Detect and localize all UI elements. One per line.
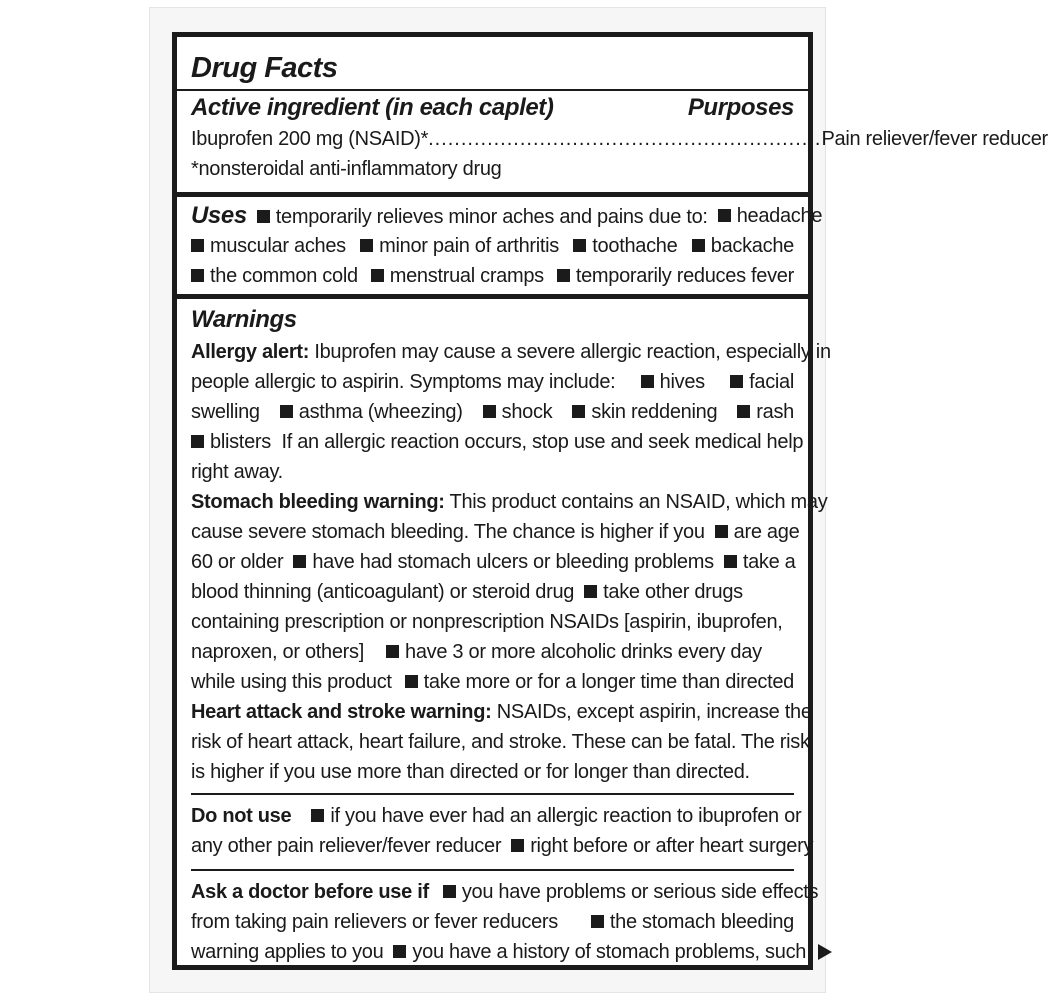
ask-doctor-item (383, 937, 832, 967)
bullet-icon (718, 209, 731, 222)
uses-section (191, 197, 823, 294)
bullet-icon (511, 839, 524, 852)
stomach-item-text: take a (742, 551, 796, 573)
ask-doctor-text: warning applies to you (191, 941, 384, 963)
stomach-item-text: take other drugs (603, 581, 743, 603)
bullet-icon (191, 269, 204, 282)
stomach-item (714, 547, 796, 577)
bullet-icon (730, 375, 743, 388)
stomach-item-text: blood thinning (anticoagulant) or steroid drug (191, 581, 575, 603)
use-item-text: menstrual cramps (389, 265, 544, 287)
allergy-text: people allergic to aspirin. Symptoms may include: (191, 371, 616, 393)
stomach-line (191, 547, 794, 577)
stomach-line (191, 487, 828, 517)
active-ingredient-header (191, 91, 794, 124)
heart-text: NSAIDs, except aspirin, increase the (496, 701, 812, 723)
stomach-label: Stomach bleeding warning: (191, 491, 445, 513)
bullet-icon (557, 269, 570, 282)
stomach-item-text: naproxen, or others] (191, 641, 364, 663)
bullet-icon (715, 525, 728, 538)
stomach-item-text: take more or for a longer time than directed (423, 671, 794, 693)
warnings-label: Warnings (191, 306, 297, 333)
ask-doctor-section (191, 871, 819, 967)
bullet-icon (692, 239, 705, 252)
allergy-label: Allergy alert: (191, 341, 310, 363)
ask-doctor-text: from taking pain relievers or fever reducers (191, 911, 558, 933)
symptom-text: skin reddening (591, 401, 718, 423)
symptom-text: facial (749, 371, 794, 393)
stomach-line (191, 667, 794, 697)
do-not-use-label: Do not use (191, 805, 292, 827)
bullet-icon (360, 239, 373, 252)
stomach-item-text: have had stomach ulcers or bleeding problems (312, 551, 714, 573)
drug-facts-panel (172, 32, 1048, 970)
allergy-text: Ibuprofen may cause a severe allergic reaction, especially in (314, 341, 831, 363)
bullet-icon (591, 915, 604, 928)
do-not-use-line (191, 831, 814, 861)
active-ingredient-heading: Active ingredient (in each caplet) (191, 94, 554, 121)
use-item-text: muscular aches (210, 235, 346, 257)
ask-doctor-line (191, 877, 819, 907)
stomach-text: This product contains an NSAID, which may (449, 491, 828, 513)
bullet-icon (257, 210, 270, 223)
bullet-icon (371, 269, 384, 282)
use-item-text: headache (736, 205, 823, 227)
ask-doctor-text: you have problems or serious side effects (461, 881, 819, 903)
ask-doctor-item (581, 907, 794, 937)
uses-lead-line (191, 201, 708, 231)
ask-doctor-line (191, 907, 794, 937)
ask-doctor-text: you have a history of stomach problems, such (412, 941, 807, 963)
use-item-text: toothache (592, 235, 678, 257)
panel-title: Drug Facts (191, 52, 338, 84)
bullet-icon (386, 645, 399, 658)
bullet-icon (405, 675, 418, 688)
ask-doctor-label: Ask a doctor before use if (191, 881, 429, 903)
symptom-text: asthma (wheezing) (298, 401, 463, 423)
leader-dots: ............................................................ (428, 128, 822, 150)
use-item (191, 261, 358, 291)
stomach-item-text: while using this product (191, 671, 392, 693)
stomach-item-text: have 3 or more alcoholic drinks every day (405, 641, 762, 663)
allergy-text: right away. (191, 461, 283, 483)
use-item (191, 231, 346, 261)
ask-doctor-text: the stomach bleeding (609, 911, 794, 933)
symptom-text: rash (756, 401, 794, 423)
heart-label: Heart attack and stroke warning: (191, 701, 492, 723)
stomach-item (705, 517, 800, 547)
bullet-icon (191, 435, 204, 448)
stomach-line (191, 577, 794, 607)
heart-text: risk of heart attack, heart failure, and stroke. These can be fatal. The risk (191, 731, 810, 753)
uses-line (191, 231, 794, 261)
use-item (682, 231, 794, 261)
do-not-use-text: if you have ever had an allergic reaction to ibuprofen or (330, 805, 802, 827)
bullet-icon (280, 405, 293, 418)
bullet-icon (724, 555, 737, 568)
do-not-use-section (191, 795, 814, 861)
heart-text: is higher if you use more than directed or for longer than directed. (191, 761, 750, 783)
symptom-item (562, 397, 717, 427)
continue-arrow-icon (818, 944, 832, 960)
stomach-text: cause severe stomach bleeding. The chance is higher if you (191, 521, 705, 543)
symptom-text: shock (501, 401, 553, 423)
symptom-text: hives (659, 371, 705, 393)
do-not-use-text: right before or after heart surgery (530, 835, 814, 857)
use-item-text: backache (710, 235, 794, 257)
bullet-icon (737, 405, 750, 418)
use-item (708, 201, 822, 231)
symptom-item (631, 367, 705, 397)
use-item-text: temporarily reduces fever (575, 265, 794, 287)
warnings-section (191, 299, 831, 970)
symptom-item (720, 367, 794, 397)
allergy-text: If an allergic reaction occurs, stop use and seek medical help (281, 431, 804, 453)
stomach-item (283, 547, 713, 577)
symptom-text: swelling (191, 401, 260, 423)
bullet-icon (311, 809, 324, 822)
use-item (563, 231, 677, 261)
allergy-line (191, 337, 831, 367)
uses-label: Uses (191, 202, 247, 229)
use-item (361, 261, 544, 291)
uses-lead: temporarily relieves minor aches and pains due to: (275, 206, 708, 228)
do-not-use-item (501, 831, 813, 861)
bullet-icon (293, 555, 306, 568)
use-item (350, 231, 559, 261)
use-item-text: the common cold (210, 265, 358, 287)
bullet-icon (483, 405, 496, 418)
heart-line (191, 697, 812, 727)
uses-line (191, 201, 823, 231)
do-not-use-text: any other pain reliever/fever reducer (191, 835, 502, 857)
allergy-line (191, 397, 794, 427)
ingredient-row (191, 124, 1048, 154)
bullet-icon (191, 239, 204, 252)
stomach-item-text: containing prescription or nonprescription NSAIDs [aspirin, ibuprofen, (191, 611, 783, 633)
purposes-heading: Purposes (687, 94, 794, 121)
ingredient-footnote: *nonsteroidal anti-inflammatory drug (191, 158, 502, 180)
use-item (547, 261, 794, 291)
allergy-line (191, 367, 794, 397)
symptom-text: blisters (210, 431, 271, 453)
stomach-item-text: 60 or older (191, 551, 284, 573)
symptom-item (727, 397, 794, 427)
use-item-text: minor pain of arthritis (379, 235, 559, 257)
ask-doctor-line (191, 937, 807, 967)
bullet-icon (393, 945, 406, 958)
stomach-item-text: are age (733, 521, 800, 543)
bullet-icon (573, 239, 586, 252)
stomach-line (191, 517, 800, 547)
do-not-use-line (191, 801, 802, 831)
symptom-item (473, 397, 553, 427)
bullet-icon (584, 585, 597, 598)
stomach-line (191, 637, 794, 667)
bullet-icon (443, 885, 456, 898)
uses-line (191, 261, 794, 291)
bullet-icon (572, 405, 585, 418)
bullet-icon (641, 375, 654, 388)
symptom-item (270, 397, 463, 427)
stomach-item (395, 667, 794, 697)
ingredient-purpose: Pain reliever/fever reducer (821, 128, 1048, 150)
ingredient-name: Ibuprofen 200 mg (NSAID)* (191, 128, 429, 150)
allergy-line (191, 427, 804, 457)
